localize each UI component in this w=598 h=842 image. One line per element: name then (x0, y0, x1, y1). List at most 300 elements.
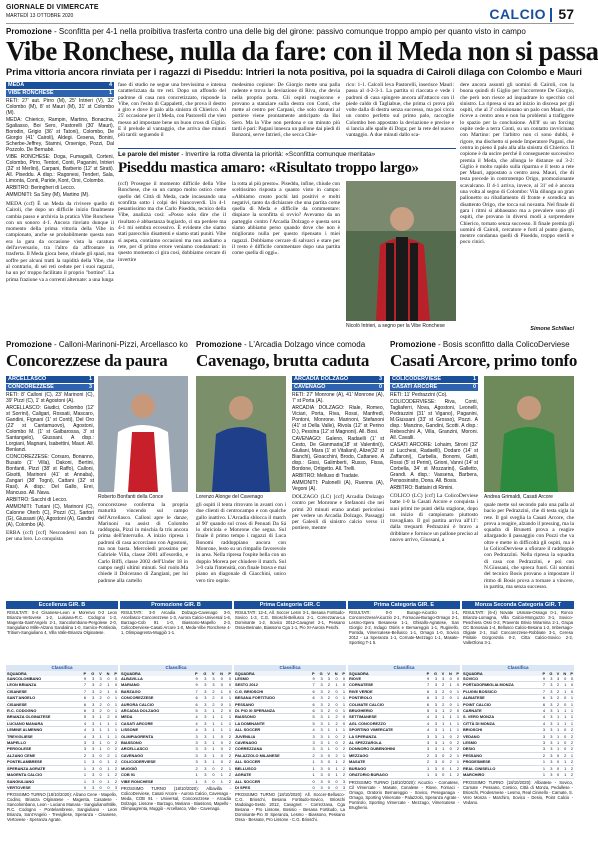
table-cell: 1 (539, 765, 546, 771)
table-cell: 2 (207, 688, 215, 694)
table-cell: 6 (308, 708, 315, 714)
table-cell: 4 (191, 714, 199, 720)
table-cell: 1 (423, 772, 430, 778)
table-cell: 3 (110, 784, 118, 790)
table-cell: 3 (430, 752, 438, 758)
table-cell: SANGIULIANO (6, 778, 80, 784)
table-cell: 0 (331, 676, 339, 682)
table-cell: 0 (110, 688, 118, 694)
league-title: Prima Categoria GIR. E (348, 601, 460, 609)
table-cell: 3 (430, 701, 438, 707)
table-cell: 0 (110, 714, 118, 720)
referee-line: ARBITRO: Beringheri di Lecco. (6, 185, 76, 191)
table-cell: 0 (215, 752, 223, 758)
table-cell: 0 (331, 733, 339, 739)
table-cell: 1 (560, 682, 567, 688)
table-cell: 3 (546, 727, 553, 733)
table-cell: 9 (191, 682, 199, 688)
table-cell: 0 (339, 682, 346, 688)
table-cell: OLIMPIAGRENTA (120, 733, 191, 739)
table-cell: 1 (308, 765, 315, 771)
table-cell: 3 (87, 701, 95, 707)
table-cell: 1 (207, 708, 215, 714)
lower1-lineup1: ARCELLASCO: Giudici, Colombo (12' st Sorrini), Caligari, Rossati, Mascaro, Gandini, Fignani (1' st Conti), Del Oro (22' st Cantamuovo), Agostoni, Colombo M. (1' st Galbarossa, 3' st Santangelo), Giussani. A disp.: Lorgiani, Magnani, Isabettini, Mauri. All. Benlanzi. (6, 405, 94, 453)
table-cell: MEZZAGO (348, 752, 423, 758)
lower-article-1 (6, 340, 190, 370)
table-cell: 3 (199, 740, 208, 746)
table-cell: 2 (110, 740, 118, 746)
table-cell: 6 (308, 701, 315, 707)
table-cell: 3 (199, 676, 208, 682)
league-box (6, 601, 118, 839)
table-cell: 1 (331, 727, 339, 733)
table-cell: MEDA (120, 714, 191, 720)
table-cell: 1 (445, 714, 453, 720)
table-cell: 1 (207, 746, 215, 752)
table-cell: CORREZZANA (234, 746, 308, 752)
table-cell: 1 (95, 714, 102, 720)
table-cell: 1 (224, 765, 232, 771)
table-cell: 3 (539, 740, 546, 746)
table-cell: 1 (339, 727, 346, 733)
table-row (234, 784, 346, 790)
table-cell: 5 (80, 714, 87, 720)
interview-col-2: la rotta al più presto». Piseddu, infine, chiude con sceltissimo risposta a quanto visto in campo: «Abbiamo creato pochi lati positivi e molti negativi, tanto da dichiarare che una partita come quella di Meda e difficile da commentare: dispiace la sconfitta sì ovvio? Avevamo da un parteggio contro l'Arcadia Dolzago e questa sera siamo abbiamo perso quando dove che non è migliorato nulla per questo ripensato i miei ragazzi. Dobbiamo cercare di salvarci e stare per il resto è difficile commentare dopo una partita come quella di oggi». (232, 181, 340, 257)
standings-column-header: P (308, 671, 315, 676)
table-cell: 1 (207, 714, 215, 720)
table-cell: 3 (539, 746, 546, 752)
table-cell: 0 (560, 676, 567, 682)
table-cell: 0 (215, 740, 223, 746)
table-cell: 2 (567, 733, 574, 739)
table-cell: 3 (316, 784, 324, 790)
table-cell: 1 (103, 727, 111, 733)
standings-column-header: SQUADRA (6, 671, 80, 676)
table-cell: PORTADORMIGLIA MONZA (462, 682, 539, 688)
table-cell: LESMO (462, 740, 539, 746)
table-cell: PESSANO (234, 701, 308, 707)
table-cell: 2 (539, 752, 546, 758)
table-cell: 2 (224, 746, 232, 752)
table-cell: 1 (103, 765, 111, 771)
table-cell: 2 (103, 714, 111, 720)
lower1-row-home (6, 376, 94, 383)
lower3-score-box (390, 376, 478, 563)
table-cell: 2 (95, 682, 102, 688)
table-cell: 1 (324, 714, 331, 720)
table-cell: POINT CALCIO (462, 701, 539, 707)
league-results: RISULTATI: 0-0 Burago-Aicurzio 1-1, Concorezzese/Aicurzio 2-1, Fornaciai-Burago-Ornago 2-1, Lesmo-Spera Besanese 1-1, Ghisallo-Agratese, San Giorgio 2-2, Indago Osiris e Bernareggio 1-1, Ruginello, Pontida, Vimercatese-Bellusco 1-1, Ornago 1-0, Sovico 2012 - La Speranza 1-1, Cornate-Mezzago 1-1, Masate-Sporting T-1 5. (349, 610, 459, 645)
table-cell: 3 (87, 688, 95, 694)
table-cell: 3 (316, 688, 324, 694)
table-cell: 0 (445, 688, 453, 694)
table-cell: 3 (316, 682, 324, 688)
table-cell: 0 (103, 784, 111, 790)
league-next-round: PROSSIMO TURNO (18/10/2020): All. Soccer-Bellusco-C.G. Brioschi, Besana Fortitudo-Sovico, Brioschi Madolago-Sesto 2012, Cavagnet - Correzzana, Cga Besana - Pro Lissone, Bosisio - Besana Fortitudo, La Dominante-Pio XI Speranza, Lesmo - Biassono, Pessano Ossa - Besnate, Pro Lissone - C.G. Brioschi. (235, 792, 345, 823)
lower3-lineup2: CASATI ARCORE: Lohaim, Stroni (32' st Lucchesi, Radaelli), Dodaro (14' st Zaffaroni), Carbella, Bonomi, Gatti, Rossi (5' st Perini), Grioni, Vanni (14' st Corbella, 34' st Mozzarini), Galletto, Grandi. A disp.: Vassena, Barbera, Pensosinsito, Dona. All. Bosis. (390, 442, 478, 484)
lower3-photo-illustration (484, 376, 574, 492)
table-cell: 2 (445, 752, 453, 758)
table-cell: 3 (546, 765, 553, 771)
lower3-caption: Andrea Grimaldi, Casati Arcore (484, 494, 553, 500)
table-cell: 1 (560, 759, 567, 765)
table-cell: 3 (430, 727, 438, 733)
table-row (348, 772, 460, 778)
table-cell: 2 (553, 682, 560, 688)
lineup-meda: MEDA: Chierico, Rampin, Martino, Bonacina, Sgaliasso, Boi Sero, Pastorelli (30' Mauri), Borodin, Grigio (36' st Tatoni), Colombo, De Giorgio (41' Cairoli), Aldegi. Cesena, Bonini, Scherbe-Jeffrey, Stamni, Orsenigo, Pozzi, Dal Pozzolo. De Bernabè. (6, 117, 114, 153)
table-cell: 0 (331, 708, 339, 714)
table-cell: 1 (324, 727, 331, 733)
table-cell: 0 (80, 784, 87, 790)
table-cell: 3 (430, 733, 438, 739)
lineup-vibe: VIBE RONCHESE: Doga, Fumagalli, Corteni, Colombo, Pirro, Tentori, Conti, Paganini, Intrieri (32' st Merlini), Carpani, Barberio (12' st Sirati). All. Piseddu. A disp.: Ragonesi, Tenderi, Sala, Limonta, Conti, Paride, Kont, Orsi, Colombo. (6, 154, 114, 184)
table-cell: 2 (553, 701, 560, 707)
table-cell: 1 (331, 759, 339, 765)
table-cell: 0 (95, 784, 102, 790)
table-cell: AGRATE (234, 772, 308, 778)
table-cell: 3 (199, 772, 208, 778)
table-cell: ARCADIA DOLZAGO (120, 708, 191, 714)
table-cell: 0 (453, 676, 460, 682)
table-cell: 3 (191, 752, 199, 758)
table-cell: LA DOMINANTE (234, 720, 308, 726)
table-cell: 6 (191, 695, 199, 701)
away-team: VIBE RONCHESE (8, 90, 54, 96)
table-cell: 2 (567, 759, 574, 765)
table-cell: 3 (87, 708, 95, 714)
table-cell: 0 (331, 740, 339, 746)
table-cell: LA SPERANZA (348, 733, 423, 739)
table-cell: 1 (438, 708, 445, 714)
interview-headline: Piseddu mastica amaro: «Risultato troppo largo» (118, 160, 419, 176)
table-cell: 1 (438, 746, 445, 752)
table-cell: 1 (103, 772, 111, 778)
table-cell: BELLUSCO (234, 765, 308, 771)
table-cell: 0 (215, 733, 223, 739)
top-kicker (6, 27, 574, 36)
article-col-1: MEDA (ccf) È un Meda da rivivere quello di Cairoli, che dopo un difficile inizio finalmente cambia passo e archivia la pratica Vibe Ronchese con un sonoro 4-1. Ancora rinviato dunque il momento della prima vittoria della Vibe in campionato, anche se probabilmente questa non era la gara da occasione vista la caratura dell'avversario, tra l'altro da affrontare in trasferta. Il Meda gioca bene, chiude gli spazi, ma soffre per alcuni tratti la rapidità della Vibe, che al contrario, di sei reti cedute per i suoi ragazzi, ha un po' troppo facilitato il proprio "bottino". La prima frazione va a correnti alternate: a una lunga (6, 201, 114, 283)
table-cell: 3 (546, 752, 553, 758)
table-cell: 1 (438, 733, 445, 739)
table-cell: 3 (87, 772, 95, 778)
table-cell: 3 (438, 676, 445, 682)
page-number: 57 (558, 6, 574, 22)
lower3-kicker-text: - Bosis sconfitto dalla ColicoDerviese (435, 340, 570, 349)
table-cell: 6 (539, 701, 546, 707)
table-cell: 2 (224, 733, 232, 739)
table-cell: 3 (316, 778, 324, 784)
table-cell: 2 (453, 746, 460, 752)
lower3-referee: ARBITRO: Battaini di Rimini. (390, 485, 454, 491)
league-standings-label: Classifica (462, 665, 574, 671)
table-cell: 1 (215, 772, 223, 778)
table-cell: 1 (95, 746, 102, 752)
table-cell: 1 (224, 714, 232, 720)
table-cell: 3 (546, 772, 553, 778)
table-cell: 3 (80, 746, 87, 752)
table-cell: PALAZZOLO MILANESE (234, 752, 308, 758)
table-cell: 3 (191, 759, 199, 765)
table-cell: 0 (215, 701, 223, 707)
table-cell: 3 (80, 740, 87, 746)
table-cell: 2 (110, 759, 118, 765)
table-cell: 3 (539, 733, 546, 739)
standings-column-header: V (324, 671, 331, 676)
table-cell: 2 (567, 772, 574, 778)
table-cell: 3 (316, 765, 324, 771)
table-cell: 2 (445, 708, 453, 714)
table-cell: 3 (430, 695, 438, 701)
table-cell: 1 (215, 714, 223, 720)
table-cell: 0 (324, 772, 331, 778)
lower2-away-score: 0 (378, 384, 382, 390)
standings-column-header: V (438, 671, 445, 676)
table-cell: DONNORO DUBENGHINI (348, 746, 423, 752)
table-cell: 6 (308, 695, 315, 701)
table-cell: 2 (453, 772, 460, 778)
newspaper-name: GIORNALE DI VIMERCATE (6, 4, 99, 11)
table-cell: 1 (445, 720, 453, 726)
table-cell: 2 (553, 695, 560, 701)
table-cell: 2 (324, 688, 331, 694)
table-cell: AL SPEZZAROLA (348, 740, 423, 746)
table-cell: 1 (110, 727, 118, 733)
lower3-body: COLICO (LC) [ccf] La ColicoDerviese batte 1-0 la Casati Arcore e conquista i suoi primi tre punti della stagione, dopo un inizio di campionato piuttosto travagliato. Il gol partita arriva all'11': dalla trequarti Pedrazzini è bravo a dribblare e fornisce un pallone preciso al nuovo arrivo, Giussani, a (390, 493, 479, 544)
table-cell: 3 (316, 746, 324, 752)
standings-column-header: G (87, 671, 95, 676)
lower1-col2: concorezzese conferma la propria maturità vincendo sul campo dell'Arcellasco. Calloni apre le danze, Marinoni su assist di Colombo raddoppia, Pizzi in mischia fa tris ancora prima dell'intervallo. A inizio ripresa i padroni di casa accorciano con Agostoni, ma non basta. Mercoledì prossimo per Gabriele Villa, classe 2001 all'esordio, e Carlo Biffi, classe 2002 dell'Under 18 in campo negli ultimi minuti. Sul ruolo.Ma chiede il Dolcerano di Zangiani, per lui padrone alla cartello (98, 502, 188, 584)
table-cell: 7 (80, 682, 87, 688)
table-cell: 3 (316, 708, 324, 714)
table-cell: 2 (191, 765, 199, 771)
table-cell: 2 (438, 701, 445, 707)
table-cell: 1 (324, 720, 331, 726)
standings-column-header: G (316, 671, 324, 676)
table-cell: 1 (110, 720, 118, 726)
table-cell: 3 (199, 720, 208, 726)
lower3-home: COLICODERVIESE (392, 376, 442, 382)
table-cell: 1 (103, 733, 111, 739)
table-cell: 2 (445, 759, 453, 765)
table-cell: 2 (324, 701, 331, 707)
table-cell: MUGGIÒ (120, 765, 191, 771)
table-cell: 3 (316, 740, 324, 746)
table-cell: ORATORIO BURAGO (348, 772, 423, 778)
league-standings-label: Classifica (348, 665, 460, 671)
table-cell: 0 (215, 746, 223, 752)
table-cell: 0 (308, 778, 315, 784)
table-cell: BESANA FORTITUDO (234, 695, 308, 701)
table-cell: 0 (553, 752, 560, 758)
table-cell: 3 (553, 676, 560, 682)
table-cell: 1 (331, 772, 339, 778)
table-cell: 3 (430, 746, 438, 752)
table-cell: 4 (423, 714, 430, 720)
table-cell: 1 (110, 733, 118, 739)
table-cell: LISSONE (120, 727, 191, 733)
standings-table (348, 671, 460, 779)
table-cell: 0 (445, 701, 453, 707)
table-cell: 3 (308, 740, 315, 746)
table-cell: SPERANZA AGRATE (6, 765, 80, 771)
table-cell: 1 (560, 708, 567, 714)
table-cell: 1 (438, 714, 445, 720)
table-cell: DI. PIO XI SPERANZA (234, 708, 308, 714)
table-cell: 2 (207, 701, 215, 707)
lower2-bookings: AMMONITI: Palonelli (A), Ruenna (A), Vegoni (A). (292, 480, 384, 492)
table-cell: 0 (308, 784, 315, 790)
table-cell: 1 (207, 752, 215, 758)
table-cell: SOVICO (462, 676, 539, 682)
table-cell: 3 (546, 688, 553, 694)
table-cell: 1 (567, 708, 574, 714)
standings-column-header: P (110, 671, 118, 676)
table-cell: 6 (80, 701, 87, 707)
table-cell: 0 (215, 676, 223, 682)
table-cell: 3 (199, 752, 208, 758)
table-cell: AGL CONCOREZZO (348, 720, 423, 726)
table-cell: 1 (445, 682, 453, 688)
lower2-body: DOLZAGO (LC) [ccf] Arcadia Dolzago contro per Monrone e Stefanoni che nei primi 20 minuti erano andati pericolosi per vedere un Arcadia Dolzago. Passaggi per Galeoli di sinistro calcio verso il portiere, mentre (292, 494, 384, 532)
table-cell: 3 (339, 778, 346, 784)
table-cell: 0 (224, 688, 232, 694)
table-cell: 1 (339, 688, 346, 694)
table-cell: 2 (339, 772, 346, 778)
table-cell: 0 (95, 752, 102, 758)
standings-table (6, 671, 118, 791)
table-cell: 1 (445, 727, 453, 733)
table-cell: 3 (316, 752, 324, 758)
table-cell: 1 (438, 740, 445, 746)
table-cell: VEDANO (462, 733, 539, 739)
table-cell: 1 (553, 740, 560, 746)
article-signature: Simone Schillaci (530, 326, 574, 332)
table-cell: 7 (308, 682, 315, 688)
lower2-goals: RETI: 27' Monrone (A), 41' Monrone (A), 7' st Porta (A). (292, 392, 384, 404)
standings-column-header: SQUADRA (234, 671, 308, 676)
lower3-headline: Casati Arcore, primo tonfo (390, 351, 578, 370)
table-cell: 1 (80, 772, 87, 778)
table-cell: 0 (438, 765, 445, 771)
table-cell: 3 (539, 727, 546, 733)
table-cell: 3 (199, 727, 208, 733)
table-cell: 1 (539, 759, 546, 765)
standings-column-header: N (445, 671, 453, 676)
table-cell: 3 (339, 784, 346, 790)
table-cell: 0 (95, 772, 102, 778)
table-cell: ALL SOCCER (234, 727, 308, 733)
table-cell: 1 (215, 720, 223, 726)
standings-column-header: P (191, 671, 199, 676)
table-cell: 1 (95, 740, 102, 746)
table-cell: 4 (80, 733, 87, 739)
table-cell: JUVENILIA (234, 733, 308, 739)
table-cell: 0 (438, 752, 445, 758)
table-cell: 1 (445, 765, 453, 771)
table-cell: 3 (316, 720, 324, 726)
table-cell: 1 (539, 772, 546, 778)
table-cell: 2 (339, 746, 346, 752)
standings-column-header: SQUADRA (462, 671, 539, 676)
standings-column-header: G (199, 671, 208, 676)
table-cell: 1 (324, 733, 331, 739)
standings-table (120, 671, 232, 785)
table-cell: PONTIROLO (348, 695, 423, 701)
table-cell: 0 (103, 746, 111, 752)
table-cell: CITTÀ DI MONZA (462, 720, 539, 726)
home-team: MEDA (8, 82, 25, 88)
lower2-kicker-label: Promozione (196, 340, 242, 349)
table-cell: 3 (87, 746, 95, 752)
table-cell: 2 (438, 688, 445, 694)
table-cell: 2 (308, 752, 315, 758)
table-cell: 2 (80, 752, 87, 758)
table-cell: 3 (199, 708, 208, 714)
table-cell: 2 (95, 708, 102, 714)
table-cell: 5 (423, 708, 430, 714)
table-cell: 9 (191, 676, 199, 682)
table-cell: 0 (553, 765, 560, 771)
table-cell: 1 (560, 765, 567, 771)
table-cell: 3 (423, 740, 430, 746)
table-cell: PONTELAMBRESE (6, 759, 80, 765)
table-cell: 1 (331, 682, 339, 688)
table-cell: 1 (438, 720, 445, 726)
league-title: Prima Categoria GIR. C (234, 601, 346, 609)
lower1-kicker-label: Promozione (6, 340, 52, 349)
table-cell: 3 (308, 746, 315, 752)
table-cell: BIASSONO (234, 714, 308, 720)
table-cell: 2 (95, 688, 102, 694)
lower2-caption: Lorenzo Alonge del Cavenago (196, 494, 263, 500)
league-box (234, 601, 346, 839)
table-cell: 0 (445, 740, 453, 746)
section-divider (550, 8, 552, 22)
table-cell: 3 (199, 765, 208, 771)
table-cell: 1 (560, 720, 567, 726)
table-cell: CAVENAGO (120, 752, 191, 758)
article-col-5: dere ancora assunti gli uomini di Cairoli, con la buona quindi di Giglio per l'accorrente De Giorgio, che però non riesce ad inquadrare lo specchio col sinistro. La ripresa si sta ad inizio in discesa per gli ospiti, che al 3' collezionano un palo con Mauri, che riceve a centro area e non ha problemi a trafiggere lo spazio per la conclusione. All'8' su un forcing ospite cede a terra Conti, su un contatto ravvicinato con Martino: per l'arbitro non ci sono dubbi, è rigore, ma dischetto si pende Imperatore Pagani, che centra in pieno il palo alla alla sinistra di Chierico. Il copione è da uscire perché il conseguente successivo premia il Meda, che allunga le distanze sul 3-2: Giglio è molto rapido sulla riparma e il testo a rete per Mauri, appostato a centro area. Mauri, che di testa precede in controtempo Origo, promozionante scavalcano. Il 4-1 arriva, invece, al 31' ed è ancora una volta al segno di Colombo: Vila dilunga un gran pallonetto su riballamento di fronte e scendica un disattento Origo, che tocca sui novanta. Nel finale di gara i ritmi si abbassano ma a prevalere sono gli ospiti, che provano in diversi modi a sorprendere Chierico, tornato senza successo. Il finale premia gli uomini di Cairoli, cercatore e forti al punto giusto, mentre condanna quelli di Piseddu, troppo sterili e poco cinici. (460, 82, 574, 246)
table-cell: 0 (215, 682, 223, 688)
table-cell: 0 (224, 682, 232, 688)
table-cell: 2 (453, 740, 460, 746)
table-cell: BARZAGO (120, 688, 191, 694)
table-cell: 7 (539, 682, 546, 688)
lower2-row-away (292, 384, 384, 391)
lower2-headline: Cavenago, brutta caduta (196, 351, 370, 370)
table-cell: DESIO (462, 746, 539, 752)
table-cell: 0 (445, 676, 453, 682)
table-cell: 0 (215, 695, 223, 701)
table-cell: 3 (207, 682, 215, 688)
lower3-goals: RETI: 11' Pedrazzini (Co). (390, 392, 448, 398)
table-cell: 2 (324, 682, 331, 688)
table-cell: 0 (224, 676, 232, 682)
table-cell: 0 (103, 701, 111, 707)
table-cell: MAGENTA CALCIO (6, 772, 80, 778)
table-cell: 2 (331, 752, 339, 758)
table-cell: 1 (80, 759, 87, 765)
table-cell: 1 (453, 714, 460, 720)
table-cell: 6 (423, 701, 430, 707)
table-cell: 1 (553, 708, 560, 714)
table-cell: ARCELLASCO (120, 746, 191, 752)
goals-line: RETI: 27' aut. Pirro (M), 25' Intrieri (V), 32' Colombo (M), 8' st Mauri (M), 31' st Colombo (M). (6, 98, 114, 116)
standings-column-header: N (560, 671, 567, 676)
table-cell: 3 (87, 778, 95, 784)
table-cell: 3 (546, 708, 553, 714)
table-cell: 1 (224, 727, 232, 733)
